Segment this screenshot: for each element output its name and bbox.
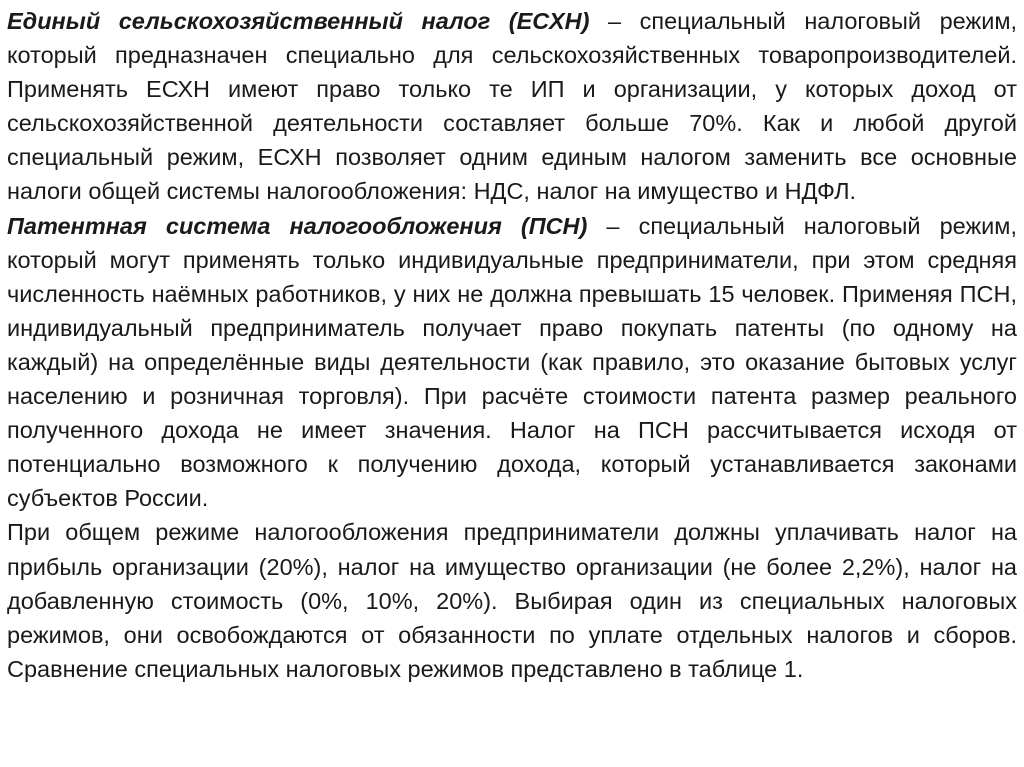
paragraph-eskhn-text: – специальный налоговый режим, который предназначен специально для сельскохозяйственных товаропроизводителей. Применять ЕСХН имеют право только те ИП и организации, у которых доход от сельскохозяйственной деятельности составляет больше 70%. Как и любой другой специальный режим, ЕСХН позволяет одним единым налогом заменить все основные налоги общей системы налогообложения: НДС, налог на имущество и НДФЛ. (7, 8, 1018, 205)
paragraph-eskhn (7, 4, 1017, 209)
paragraph-psn-text: – специальный налоговый режим, который могут применять только индивидуальные предприниматели, при этом средняя численность наёмных работников, у них не должна превышать 15 человек. Применяя ПСН, индивидуальный предприниматель получает право покупать патенты (по одному на каждый) на определённые виды деятельности (как правило, это оказание бытовых услуг населению и розничная торговля). При расчёте стоимости патента размер реального полученного дохода не имеет значения. Налог на ПСН рассчитывается исходя от потенциально возможного к получению дохода, который устанавливается законами субъектов России. (7, 212, 1017, 512)
paragraph-general-regime (7, 515, 1017, 685)
paragraph-psn (7, 209, 1017, 516)
term-eskhn: Единый сельскохозяйственный налог (ЕСХН) (7, 8, 590, 34)
document-page (7, 4, 1017, 686)
paragraph-general-regime-text: При общем режиме налогообложения предприниматели должны уплачивать налог на прибыль организации (20%), налог на имущество организации (не более 2,2%), налог на добавленную стоимость (0%, 10%, 20%). Выбирая один из специальных налоговых режимов, они освобождаются от обязанности по уплате отдельных налогов и сборов. Сравнение специальных налоговых режимов представлено в таблице 1. (7, 519, 1017, 682)
term-psn: Патентная система налогообложения (ПСН) (7, 212, 588, 239)
